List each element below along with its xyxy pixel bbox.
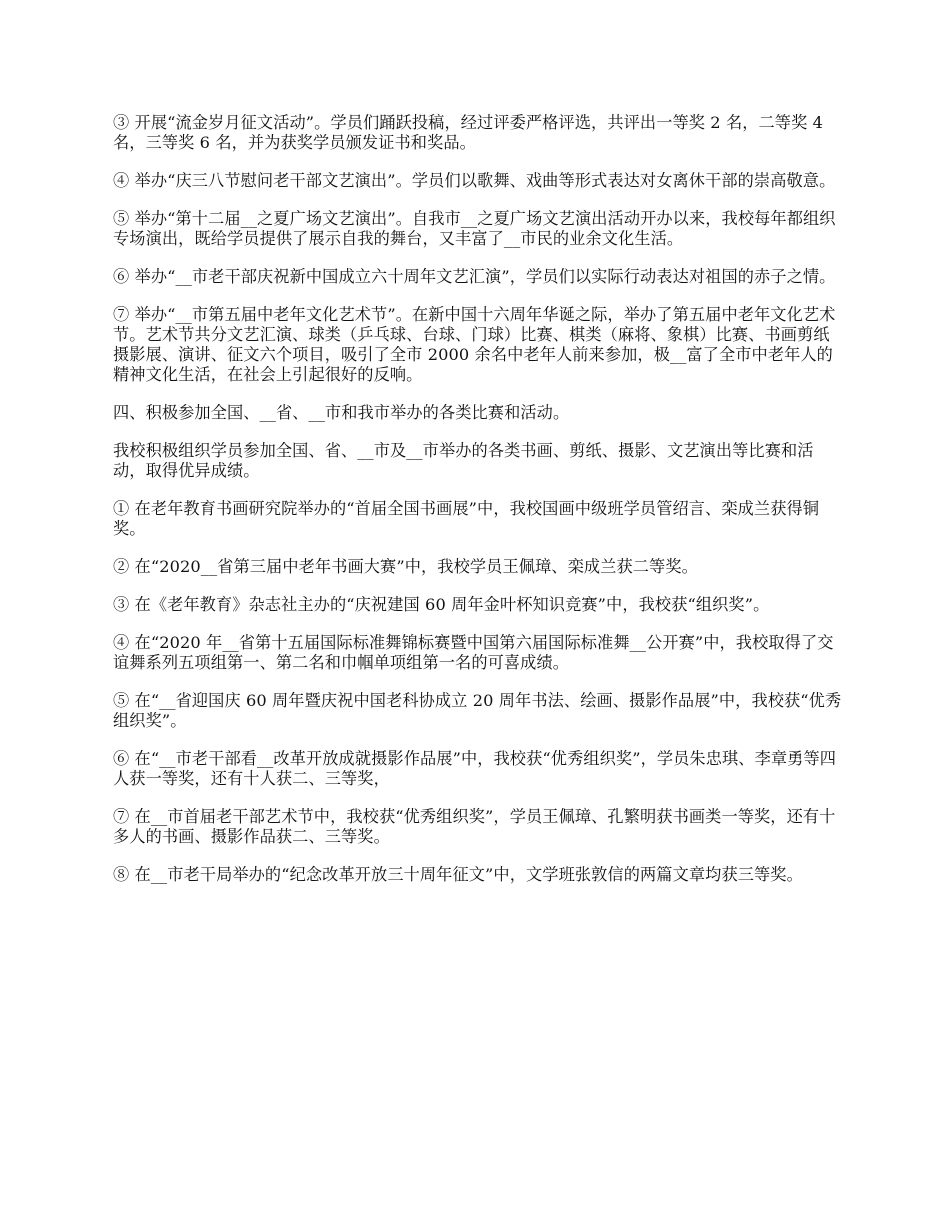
paragraph-award-2: ② 在“2020__省第三届中老年书画大赛”中，我校学员王佩璋、栾成兰获二等奖。 [113, 557, 698, 576]
paragraph-award-8: ⑧ 在__市老干局举办的“纪念改革开放三十周年征文”中，文学班张敦信的两篇文章均获三等奖。 [113, 865, 803, 884]
paragraph-award-1: ① 在老年教育书画研究院举办的“首届全国书画展”中，我校国画中级班学员管绍言、栾成兰获得铜奖。 [113, 499, 820, 538]
section-heading-four: 四、积极参加全国、__省、__市和我市举办的各类比赛和活动。 [113, 403, 570, 422]
paragraph-award-4: ④ 在“2020 年__省第十五届国际标准舞锦标赛暨中国第六届国际标准舞__公开赛”中，我校取得了交谊舞系列五项组第一、第二名和巾帼单项组第一名的可喜成绩。 [113, 633, 834, 672]
paragraph-activity-3: ③ 开展“流金岁月征文活动”。学员们踊跃投稿，经过评委严格评选，共评出一等奖 2 名，二等奖 4 名，三等奖 6 名，并为获奖学员颁发证书和奖品。 [113, 113, 824, 152]
paragraph-award-3: ③ 在《老年教育》杂志社主办的“庆祝建国 60 周年金叶杯知识竞赛”中，我校获“组织奖”。 [113, 595, 770, 614]
paragraph-award-6: ⑥ 在“__市老干部看__改革开放成就摄影作品展”中，我校获“优秀组织奖”，学员朱忠琪、李章勇等四人获一等奖，还有十人获二、三等奖， [113, 749, 837, 788]
paragraph-activity-7: ⑦ 举办“__市第五届中老年文化艺术节”。在新中国十六周年华诞之际，举办了第五届中老年文化艺术节。艺术节共分文艺汇演、球类（乒乓球、台球、门球）比赛、棋类（麻将、象棋）比赛、书画剪纸摄影展、演讲、征文六个项目，吸引了全市 2000 余名中老年人前来参加，极__富了全市中老年人的精神文化生活，在社会上引起很好的反响。 [113, 305, 836, 384]
paragraph-activity-4: ④ 举办“庆三八节慰问老干部文艺演出”。学员们以歌舞、戏曲等形式表达对女离休干部的崇高敬意。 [113, 171, 836, 190]
section-intro: 我校积极组织学员参加全国、省、__市及__市举办的各类书画、剪纸、摄影、文艺演出等比赛和活动，取得优异成绩。 [113, 441, 814, 480]
document-body [113, 113, 843, 903]
paragraph-activity-5: ⑤ 举办“第十二届__之夏广场文艺演出”。自我市__之夏广场文艺演出活动开办以来，我校每年都组织专场演出，既给学员提供了展示自我的舞台，又丰富了__市民的业余文化生活。 [113, 209, 836, 248]
paragraph-award-7: ⑦ 在__市首届老干部艺术节中，我校获“优秀组织奖”，学员王佩璋、孔繁明获书画类一等奖，还有十多人的书画、摄影作品获二、三等奖。 [113, 807, 836, 846]
paragraph-activity-6: ⑥ 举办“__市老干部庆祝新中国成立六十周年文艺汇演”，学员们以实际行动表达对祖国的赤子之情。 [113, 267, 836, 286]
paragraph-award-5: ⑤ 在“__省迎国庆 60 周年暨庆祝中国老科协成立 20 周年书法、绘画、摄影作品展”中，我校获“优秀组织奖”。 [113, 691, 842, 730]
